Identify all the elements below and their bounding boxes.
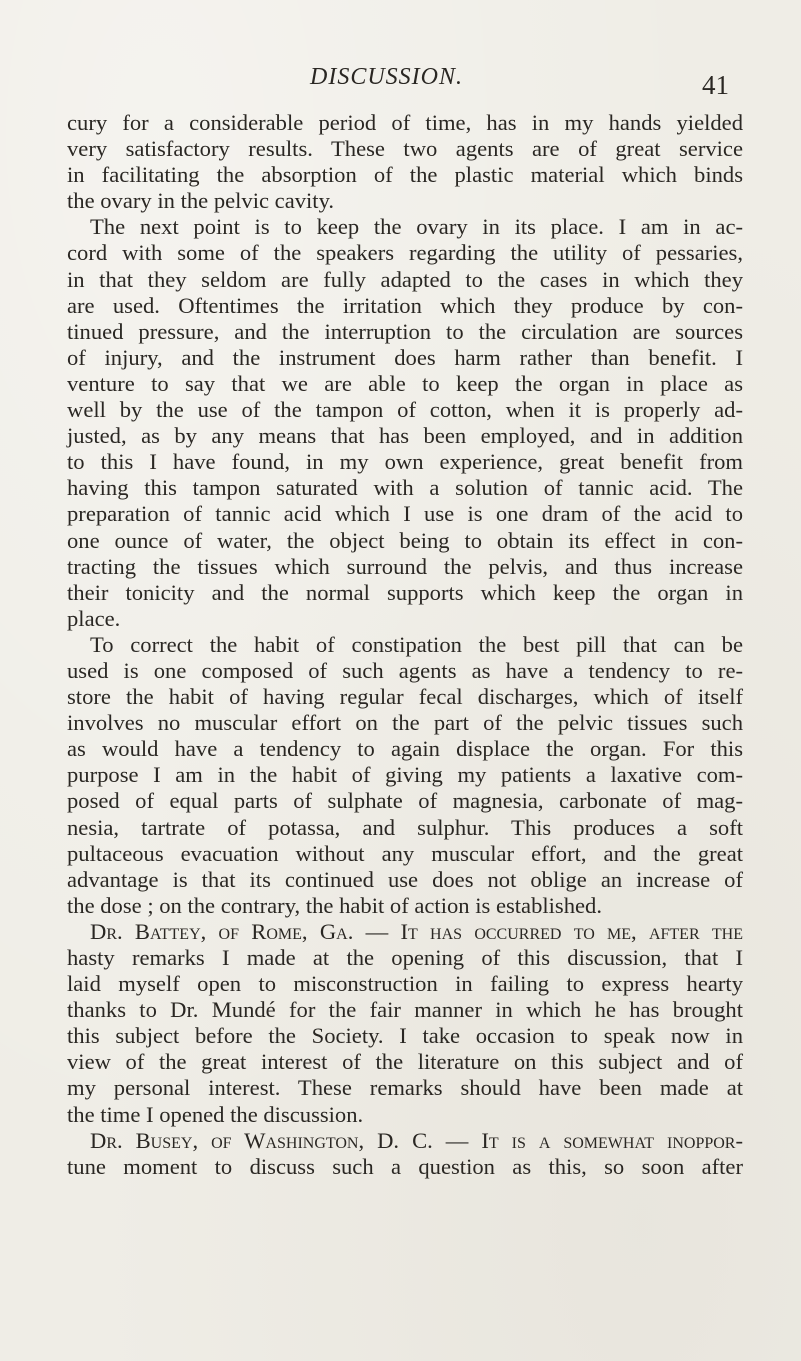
text-line: tune moment to discuss such a question as this, so soon after	[67, 1153, 743, 1179]
text-line: laid myself open to misconstruction in failing to express hearty	[67, 971, 743, 997]
text-line: The next point is to keep the ovary in its place. I am in ac-	[90, 214, 743, 240]
page-header	[0, 38, 801, 100]
text-line: one ounce of water, the object being to obtain its effect in con-	[67, 527, 743, 553]
text-line: this subject before the Society. I take occasion to speak now in	[67, 1023, 743, 1049]
text-line: cury for a considerable period of time, has in my hands yielded	[67, 110, 743, 135]
text-line: advantage is that its continued use does not oblige an increase of	[67, 866, 743, 892]
text-line: Dr. Busey, of Washington, D. C. — It is a somewhat inoppor-	[90, 1127, 743, 1153]
text-line: well by the use of the tampon of cotton, when it is properly ad-	[67, 397, 743, 423]
text-line: of injury, and the instrument does harm rather than benefit. I	[67, 344, 743, 370]
text-line: the dose ; on the contrary, the habit of action is established.	[67, 892, 602, 918]
text-line: in that they seldom are fully adapted to the cases in which they	[67, 266, 743, 292]
text-line: posed of equal parts of sulphate of magnesia, carbonate of mag-	[67, 788, 743, 814]
text-line: to this I have found, in my own experience, great benefit from	[67, 449, 743, 475]
text-line: my personal interest. These remarks should have been made at	[67, 1075, 743, 1101]
text-line: store the habit of having regular fecal discharges, which of itself	[67, 684, 743, 710]
text-line: the ovary in the pelvic cavity.	[67, 188, 335, 214]
text-line: as would have a tendency to again displace the organ. For this	[67, 736, 743, 762]
text-line: view of the great interest of the literature on this subject and of	[67, 1049, 743, 1075]
text-line: justed, as by any means that has been employed, and in addition	[67, 423, 743, 449]
text-line: preparation of tannic acid which I use is one dram of the acid to	[67, 501, 743, 527]
text-line: place.	[67, 605, 121, 631]
text-line: their tonicity and the normal supports which keep the organ in	[67, 579, 743, 605]
text-line: nesia, tartrate of potassa, and sulphur. This produces a soft	[67, 814, 743, 840]
running-head: DISCUSSION.	[310, 64, 463, 90]
text-line: the time I opened the discussion.	[67, 1101, 364, 1127]
text-line: in facilitating the absorption of the plastic material which binds	[67, 162, 743, 188]
text-line: pultaceous evacuation without any muscular effort, and the great	[67, 840, 743, 866]
text-line: venture to say that we are able to keep the organ in place as	[67, 370, 743, 396]
text-line: are used. Oftentimes the irritation which they produce by con-	[67, 292, 743, 318]
text-line: thanks to Dr. Mundé for the fair manner in which he has brought	[67, 997, 743, 1023]
text-line: having this tampon saturated with a solution of tannic acid. The	[67, 475, 743, 501]
text-line: cord with some of the speakers regarding the utility of pessaries,	[67, 240, 743, 266]
text-line: hasty remarks I made at the opening of this discussion, that I	[67, 945, 743, 970]
text-line: To correct the habit of constipation the best pill that can be	[90, 631, 743, 657]
body-text	[67, 110, 743, 1180]
text-line: purpose I am in the habit of giving my patients a laxative com-	[67, 762, 743, 788]
page-number: 41	[702, 70, 729, 100]
text-line: tinued pressure, and the interruption to the circulation are sources	[67, 318, 743, 344]
text-line: Dr. Battey, of Rome, Ga. — It has occurred to me, after the	[90, 918, 743, 944]
text-line: tracting the tissues which surround the pelvis, and thus increase	[67, 553, 743, 579]
text-line: involves no muscular effort on the part of the pelvic tissues such	[67, 710, 743, 736]
text-line: very satisfactory results. These two agents are of great service	[67, 136, 743, 162]
text-line: used is one composed of such agents as have a tendency to re-	[67, 657, 743, 683]
